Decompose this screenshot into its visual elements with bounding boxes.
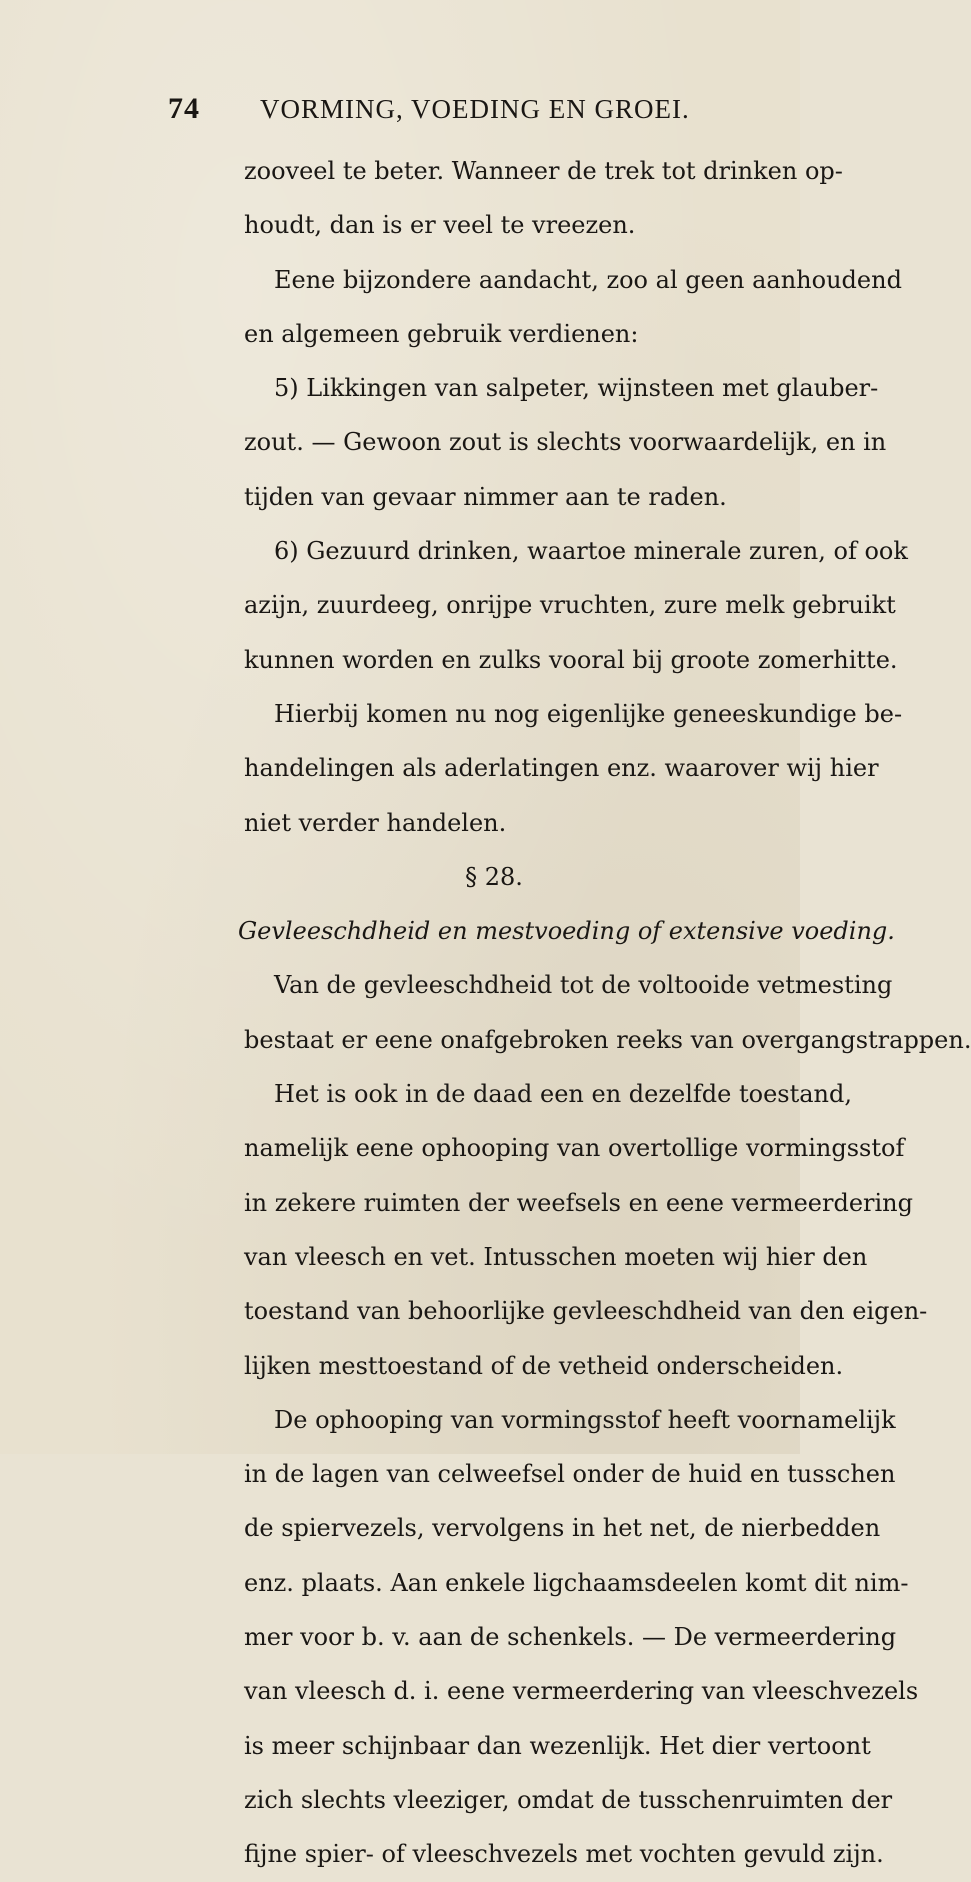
text-line: mer voor b. v. aan de schenkels. — De vermeerdering xyxy=(244,1623,897,1652)
text-line: De ophooping van vormingsstof heeft voornamelijk xyxy=(274,1405,896,1434)
text-line: de spiervezels, vervolgens in het net, de nierbedden xyxy=(244,1514,881,1543)
text-line: zout. — Gewoon zout is slechts voorwaardelijk, en in xyxy=(244,428,887,457)
text-line: Van de gevleeschdheid tot de voltooide vetmesting xyxy=(274,971,893,1000)
text-line: Hierbij komen nu nog eigenlijke geneeskundige be- xyxy=(274,699,903,728)
text-line: bestaat er eene onafgebroken reeks van overgangstrappen. xyxy=(244,1025,971,1054)
text-line: tijden van gevaar nimmer aan te raden. xyxy=(244,482,727,511)
text-line: van vleesch d. i. eene vermeerdering van vleeschvezels xyxy=(244,1677,919,1706)
text-line: Het is ook in de daad een en dezelfde toestand, xyxy=(274,1080,852,1109)
text-line: handelingen als aderlatingen enz. waarover wij hier xyxy=(244,754,879,783)
text-line: fijne spier- of vleeschvezels met vochten gevuld zijn. xyxy=(244,1840,884,1869)
text-line: toestand van behoorlijke gevleeschdheid van den eigen- xyxy=(244,1297,928,1326)
text-line: enz. plaats. Aan enkele ligchaamsdeelen komt dit nim- xyxy=(244,1568,909,1597)
section-title: Gevleeschdheid en mestvoeding of extensive voeding. xyxy=(238,917,895,946)
text-line: zich slechts vleeziger, omdat de tusschenruimten der xyxy=(244,1785,893,1814)
page-header xyxy=(168,92,728,132)
page-number: 74 xyxy=(168,92,200,125)
text-line: niet verder handelen. xyxy=(244,808,507,837)
body-text xyxy=(238,144,971,1882)
text-line: houdt, dan is er veel te vreezen. xyxy=(244,211,636,240)
text-line: kunnen worden en zulks vooral bij groote zomerhitte. xyxy=(244,645,898,674)
running-head: VORMING, VOEDING EN GROEI. xyxy=(260,94,690,124)
text-line: in de lagen van celweefsel onder de huid en tusschen xyxy=(244,1460,896,1489)
text-line: en algemeen gebruik verdienen: xyxy=(244,319,639,348)
text-line: 6) Gezuurd drinken, waartoe minerale zuren, of ook xyxy=(274,537,908,566)
text-line: Eene bijzondere aandacht, zoo al geen aanhoudend xyxy=(274,265,902,294)
text-line: zooveel te beter. Wanneer de trek tot drinken op- xyxy=(244,157,843,185)
text-line: azijn, zuurdeeg, onrijpe vruchten, zure melk gebruikt xyxy=(244,591,896,620)
text-line: is meer schijnbaar dan wezenlijk. Het dier vertoont xyxy=(244,1731,871,1760)
text-line: namelijk eene ophooping van overtollige vormingsstof xyxy=(244,1134,905,1163)
section-number: § 28. xyxy=(465,862,523,891)
text-line: in zekere ruimten der weefsels en eene vermeerdering xyxy=(244,1188,913,1217)
text-line: lijken mesttoestand of de vetheid onderscheiden. xyxy=(244,1351,844,1380)
text-line: 5) Likkingen van salpeter, wijnsteen met glauber- xyxy=(274,374,879,403)
text-line: van vleesch en vet. Intusschen moeten wij hier den xyxy=(244,1242,868,1271)
